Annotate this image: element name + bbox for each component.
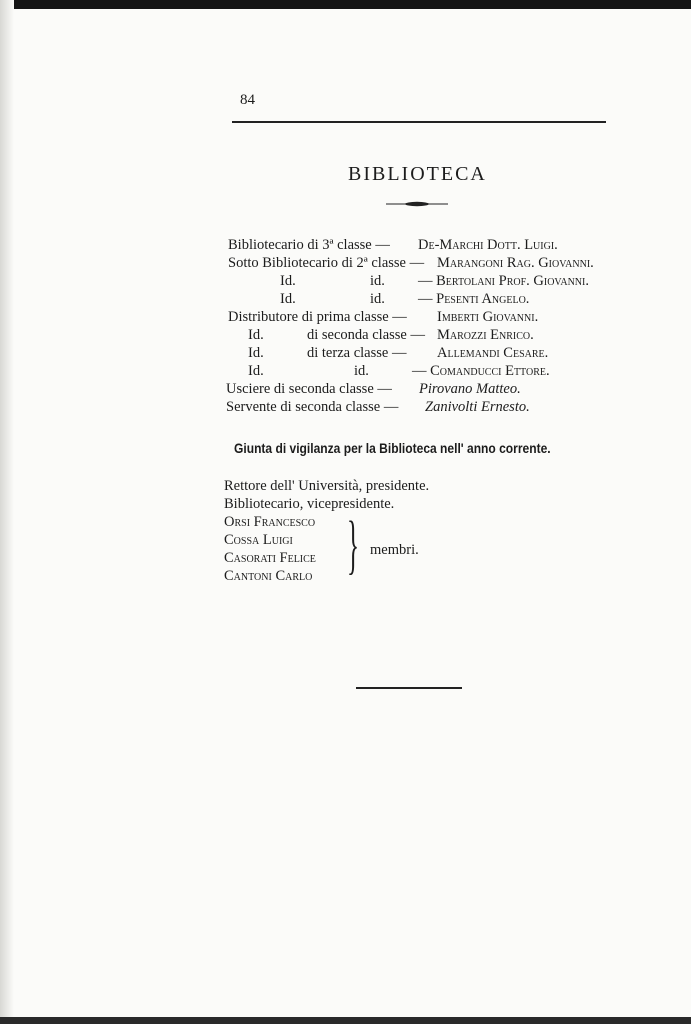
committee-member-1: Orsi Francesco	[224, 514, 316, 530]
staff-name-4: — Pesenti Angelo.	[418, 291, 530, 307]
staff-role-8b: id.	[354, 363, 369, 379]
scan-top-edge	[0, 0, 691, 9]
committee-member-2: Cossa Luigi	[224, 532, 293, 548]
committee-members-label: membri.	[370, 542, 419, 558]
staff-role-6a: Id.	[248, 327, 264, 343]
staff-role-6b: di seconda classe —	[307, 327, 425, 343]
section-title: BIBLIOTECA	[348, 163, 487, 185]
staff-name-2: Marangoni Rag. Giovanni.	[437, 255, 594, 271]
staff-name-5: Imberti Giovanni.	[437, 309, 539, 325]
staff-name-3: — Bertolani Prof. Giovanni.	[418, 273, 589, 289]
staff-role-3a: Id.	[280, 273, 296, 289]
committee-vicepresident: Bibliotecario, vicepresidente.	[224, 496, 395, 512]
ornament-divider	[386, 201, 448, 207]
staff-role-7a: Id.	[248, 345, 264, 361]
staff-role-4a: Id.	[280, 291, 296, 307]
header-rule	[232, 121, 606, 123]
committee-member-3: Casorati Felice	[224, 550, 316, 566]
committee-member-4: Cantoni Carlo	[224, 568, 313, 584]
staff-name-8: — Comanducci Ettore.	[412, 363, 550, 379]
staff-role-1: Bibliotecario di 3ª classe —	[228, 237, 390, 253]
staff-role-5: Distributore di prima classe —	[228, 309, 407, 325]
staff-role-7b: di terza classe —	[307, 345, 407, 361]
staff-role-9: Usciere di seconda classe —	[226, 381, 392, 397]
staff-role-4b: id.	[370, 291, 385, 307]
staff-name-6: Marozzi Enrico.	[437, 327, 534, 343]
staff-name-10: Zanivolti Ernesto.	[425, 399, 530, 415]
staff-role-10: Servente di seconda classe —	[226, 399, 399, 415]
scan-bottom-edge	[0, 1017, 691, 1024]
staff-role-8a: Id.	[248, 363, 264, 379]
page-number: 84	[240, 92, 255, 108]
committee-heading: Giunta di vigilanza per la Biblioteca nell' anno corrente.	[234, 440, 551, 456]
scan-left-edge	[0, 0, 14, 1024]
closing-rule	[356, 687, 462, 689]
members-brace: }	[347, 508, 360, 581]
staff-name-7: Allemandi Cesare.	[437, 345, 549, 361]
staff-name-9: Pirovano Matteo.	[419, 381, 521, 397]
staff-name-1: De-Marchi Dott. Luigi.	[418, 237, 558, 253]
committee-president: Rettore dell' Università, presidente.	[224, 478, 430, 494]
staff-role-2: Sotto Bibliotecario di 2ª classe —	[228, 255, 425, 271]
staff-role-3b: id.	[370, 273, 385, 289]
